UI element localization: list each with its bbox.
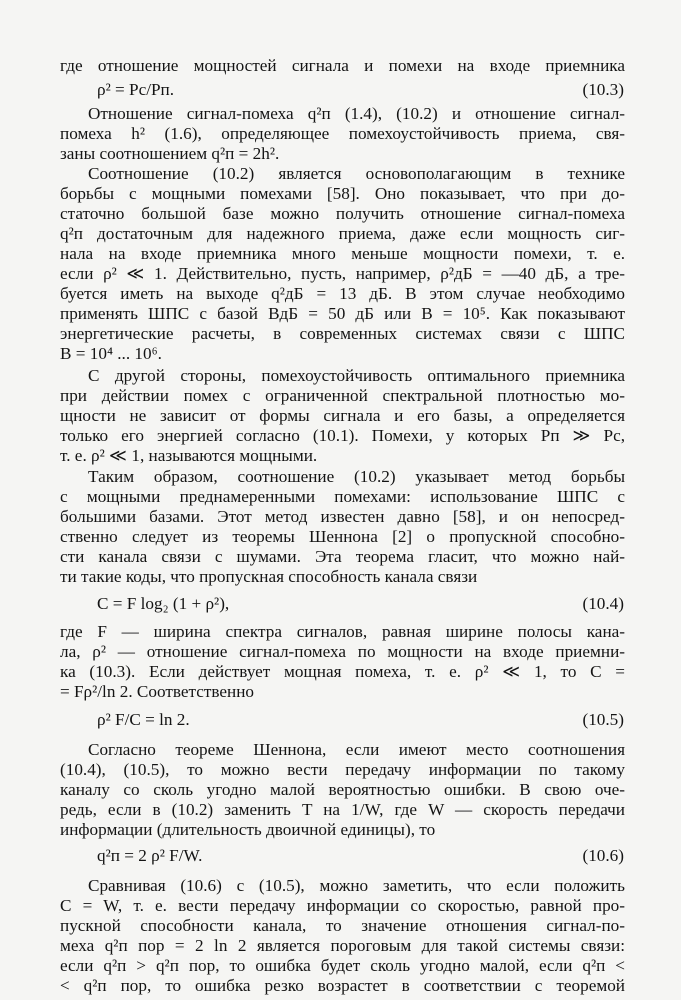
text-line: < q²п пор, то ошибка резко возрастет в соответствии с теоремой [60, 976, 625, 995]
equation-number: (10.5) [582, 710, 624, 729]
equation-number: (10.6) [582, 846, 624, 865]
text-line: q²п достаточным для надежного приема, даже если мощность сиг- [60, 224, 625, 243]
text-line: B = 10⁴ ... 10⁶. [60, 344, 162, 363]
text-line: помеха h² (1.6), определяющее помехоустойчивость приема, свя- [60, 124, 625, 143]
text-line: энергетические расчеты, в современных системах связи с ШПС [60, 324, 625, 343]
text-line: ла, ρ² — отношение сигнал-помеха по мощности на входе приемни- [60, 642, 625, 661]
text-line: каналу со сколь угодно малой вероятностью ошибки. В свою оче- [60, 780, 625, 799]
text-line: ственно следует из теоремы Шеннона [2] о пропускной способно- [60, 527, 625, 546]
text-line: т. е. ρ² ≪ 1, называются мощными. [60, 446, 318, 465]
text-line: щности не зависит от формы сигнала и его базы, а определяется [60, 406, 625, 425]
text-line: информации (длительность двоичной единицы), то [60, 820, 436, 839]
text-line: только его энергией согласно (10.1). Помехи, у которых Pп ≫ Pс, [60, 426, 625, 445]
text-line: где F — ширина спектра сигналов, равная ширине полосы кана- [60, 622, 625, 641]
equation-10-6: q²п = 2 ρ² F/W. [97, 846, 203, 865]
equation-10-4: C = F log₂ (1 + ρ²), [97, 594, 230, 613]
text-line: борьбы с мощными помехами [58]. Оно показывает, что при до- [60, 184, 625, 203]
text-line: заны соотношением q²п = 2h². [60, 144, 280, 163]
text-line: где отношение мощностей сигнала и помехи на входе приемника [60, 56, 625, 75]
text-line: сти канала связи с шумами. Эта теорема гласит, что можно най- [60, 547, 625, 566]
equation-number: (10.3) [582, 80, 624, 99]
text-line: Соотношение (10.2) является основополагающим в технике [88, 164, 625, 183]
equation-number: (10.4) [582, 594, 624, 613]
text-line: буется иметь на выходе q²дБ = 13 дБ. В этом случае необходимо [60, 284, 625, 303]
text-line: при действии помех с ограниченной спектральной плотностью мо- [60, 386, 625, 405]
text-line: нала на входе приемника много меньше мощности помехи, т. е. [60, 244, 625, 263]
text-line: С другой стороны, помехоустойчивость оптимального приемника [88, 366, 625, 385]
equation-10-3: ρ² = Pс/Pп. [97, 80, 175, 99]
text-line: Сравнивая (10.6) с (10.5), можно заметить, что если положить [88, 876, 625, 895]
text-line: меха q²п пор = 2 ln 2 является пороговым для такой системы связи: [60, 936, 625, 955]
text-line: ка (10.3). Если действует мощная помеха, т. е. ρ² ≪ 1, то C = [60, 662, 625, 681]
text-line: C = W, т. е. вести передачу информации со скоростью, равной про- [60, 896, 625, 915]
text-line: если q²п > q²п пор, то ошибка будет сколь угодно малой, если q²п < [60, 956, 625, 975]
text-line: статочно большой базе можно получить отношение сигнал-помеха [60, 204, 625, 223]
text-line: редь, если в (10.2) заменить T на 1/W, где W — скорость передачи [60, 800, 625, 819]
text-line: Таким образом, соотношение (10.2) указывает метод борьбы [88, 467, 625, 486]
text-line: с мощными преднамеренными помехами: использование ШПС с [60, 487, 625, 506]
text-line: большими базами. Этот метод известен давно [58], и он непосред- [60, 507, 625, 526]
equation-10-5: ρ² F/C = ln 2. [97, 710, 190, 729]
text-line: Согласно теореме Шеннона, если имеют место соотношения [88, 740, 625, 759]
text-line: Отношение сигнал-помеха q²п (1.4), (10.2) и отношение сигнал- [88, 104, 625, 123]
text-line: если ρ² ≪ 1. Действительно, пусть, например, ρ²дБ = —40 дБ, а тре- [60, 264, 625, 283]
text-line: (10.4), (10.5), то можно вести передачу информации по такому [60, 760, 625, 779]
text-line: пускной способности канала, то значение отношения сигнал-по- [60, 916, 625, 935]
text-line: применять ШПС с базой BдБ = 50 дБ или B = 10⁵. Как показывают [60, 304, 625, 323]
text-line: = Fρ²/ln 2. Соответственно [60, 682, 254, 701]
text-line: ти такие коды, что пропускная способность канала связи [60, 567, 478, 586]
